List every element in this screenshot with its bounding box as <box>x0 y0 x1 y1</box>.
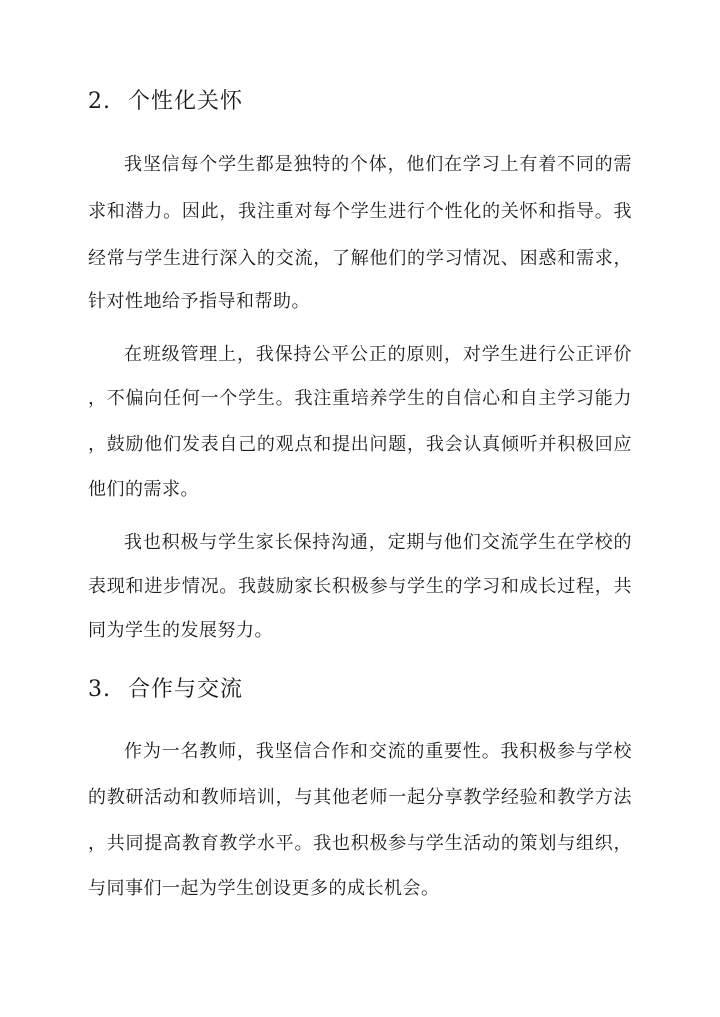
text-line: 我也积极与学生家长保持沟通，定期与他们交流学生在学校的 <box>124 532 632 553</box>
text-line: 表现和进步情况。我鼓励家长积极参与学生的学习和成长过程，共 <box>88 576 632 597</box>
text-line: 针对性地给予指导和帮助。 <box>88 291 310 312</box>
text-line: ，共同提高教育教学水平。我也积极参与学生活动的策划与组织， <box>88 833 632 854</box>
text-line: 他们的需求。 <box>88 479 199 500</box>
text-line: 同为学生的发展努力。 <box>88 620 273 641</box>
text-line: 我坚信每个学生都是独特的个体，他们在学习上有着不同的需 <box>124 154 632 175</box>
text-line: ，鼓励他们发表自己的观点和提出问题，我会认真倾听并积极回应 <box>88 434 632 455</box>
text-line: ，不偏向任何一个学生。我注重培养学生的自信心和自主学习能力 <box>88 388 632 409</box>
text-line: 的教研活动和教师培训，与其他老师一起分享教学经验和教学方法 <box>88 787 632 808</box>
section-number: 3. <box>88 677 111 702</box>
text-line: 求和潜力。因此，我注重对每个学生进行个性化的关怀和指导。我 <box>88 201 632 222</box>
text-line: 作为一名教师，我坚信合作和交流的重要性。我积极参与学校 <box>124 741 632 762</box>
text-line: 与同事们一起为学生创设更多的成长机会。 <box>88 878 440 899</box>
section-number: 2. <box>88 89 111 114</box>
section-heading-2 <box>88 87 243 117</box>
section-title: 个性化关怀 <box>128 89 244 114</box>
section-title: 合作与交流 <box>128 677 244 702</box>
text-line: 在班级管理上，我保持公平公正的原则，对学生进行公正评价 <box>124 344 632 365</box>
text-line: 经常与学生进行深入的交流，了解他们的学习情况、困惑和需求， <box>88 248 632 269</box>
section-heading-3 <box>88 675 243 705</box>
